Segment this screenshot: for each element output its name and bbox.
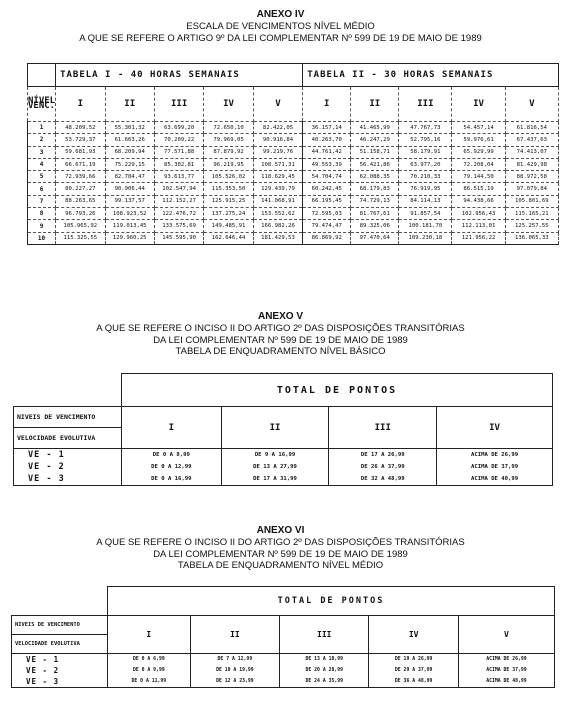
salary-cell: 100.181,70 <box>399 220 452 232</box>
salary-cell: 119.013,45 <box>105 220 154 232</box>
points-range-cell: DE 20 A 28,99 <box>280 665 369 676</box>
points-range-cell: ACIMA DE 26,99 <box>437 449 553 462</box>
anexo-iv-heading <box>0 9 561 44</box>
points-range-cell: ACIMA DE 40,99 <box>437 473 553 486</box>
level-header-iii: III <box>329 407 437 449</box>
anexo-vi-reference-1: A QUE SE REFERE O INCISO II DO ARTIGO 2º DAS DISPOSIÇÕES TRANSITÓRIAS <box>96 537 465 548</box>
salary-cell: 99.137,57 <box>105 195 154 207</box>
salary-cell: 115.353,50 <box>204 183 253 195</box>
total-points-header: TOTAL DE PONTOS <box>122 374 553 407</box>
level-header-t1-i: I <box>56 87 105 122</box>
salary-cell: 112.152,27 <box>154 195 203 207</box>
velocity-label-cell: VE - 2 <box>12 665 108 676</box>
salary-cell: 99.219,76 <box>253 146 302 158</box>
salary-cell: 90.906,44 <box>105 183 154 195</box>
level-header-v: V <box>458 616 554 654</box>
salary-cell: 56.421,86 <box>351 158 399 170</box>
row-level: 8 <box>28 208 56 220</box>
points-range-cell: DE 0 A 11,99 <box>108 676 191 688</box>
salary-cell: 162.646,44 <box>204 232 253 244</box>
points-range-cell: DE 13 A 27,99 <box>221 461 329 473</box>
salary-cell: 181.429,53 <box>253 232 302 244</box>
salary-cell: 51.158,71 <box>351 146 399 158</box>
points-range-cell: DE 17 A 31,99 <box>221 473 329 486</box>
points-range-cell: DE 36 A 48,99 <box>369 676 458 688</box>
table-row <box>28 232 559 244</box>
points-range-cell: DE 0 A 16,99 <box>122 473 222 486</box>
anexo-vi-table <box>11 586 555 688</box>
table-row <box>28 208 559 220</box>
salary-cell: 36.157,14 <box>303 122 351 134</box>
salary-cell: 72.208,04 <box>452 158 505 170</box>
salary-cell: 118.629,45 <box>253 171 302 183</box>
points-range-cell: DE 32 A 48,99 <box>329 473 437 486</box>
anexo-iv-salary-table <box>27 63 559 245</box>
anexo-iv-reference: A QUE SE REFERE O ARTIGO 9º DA LEI COMPLEMENTAR Nº 599 DE 19 DE MAIO DE 1989 <box>79 32 482 44</box>
salary-cell: 97.470,64 <box>351 232 399 244</box>
table-row <box>12 665 555 676</box>
table-row <box>14 449 553 462</box>
salary-cell: 40.263,70 <box>303 134 351 146</box>
level-header-t2-i: I <box>303 87 351 122</box>
points-range-cell: DE 9 A 16,99 <box>221 449 329 462</box>
salary-cell: 85.302,81 <box>154 158 203 170</box>
salary-cell: 75.229,15 <box>105 158 154 170</box>
level-header-ii: II <box>221 407 329 449</box>
anexo-iv-subtitle: ESCALA DE VENCIMENTOS NÍVEL MÉDIO <box>186 21 375 32</box>
salary-cell: 55.301,32 <box>105 122 154 134</box>
salary-cell: 89.325,06 <box>351 220 399 232</box>
table-row <box>14 461 553 473</box>
salary-cell: 84.114,13 <box>399 195 452 207</box>
points-range-cell: DE 0 A 8,99 <box>122 449 222 462</box>
salary-cell: 66.671,19 <box>56 158 105 170</box>
levels-label: NIVEIS DE VENCIMENTO <box>12 616 108 635</box>
level-header-t1-v: V <box>253 87 302 122</box>
salary-cell: 54.457,14 <box>452 122 505 134</box>
table-row <box>28 146 559 158</box>
salary-cell: 47.767,73 <box>399 122 452 134</box>
points-range-cell: DE 0 A 6,99 <box>108 654 191 666</box>
points-range-cell: DE 0 A 12,99 <box>122 461 222 473</box>
points-range-cell: ACIMA DE 26,99 <box>458 654 554 666</box>
salary-cell: 86.515,19 <box>452 183 505 195</box>
salary-cell: 63.699,20 <box>154 122 203 134</box>
salary-cell: 136.065,33 <box>505 232 558 244</box>
points-range-cell: DE 0 A 9,99 <box>108 665 191 676</box>
salary-cell: 145.595,90 <box>154 232 203 244</box>
salary-cell: 86.869,92 <box>303 232 351 244</box>
velocity-label-cell: VE - 1 <box>12 654 108 666</box>
salary-cell: 61.816,54 <box>505 122 558 134</box>
salary-cell: 41.465,99 <box>351 122 399 134</box>
points-range-cell: DE 26 A 37,99 <box>329 461 437 473</box>
salary-cell: 46.247,29 <box>351 134 399 146</box>
salary-cell: 108.923,52 <box>105 208 154 220</box>
total-points-header: TOTAL DE PONTOS <box>108 587 555 616</box>
anexo-v-reference-1: A QUE SE REFERE O INCISO II DO ARTIGO 2º DAS DISPOSIÇÕES TRANSITÓRIAS <box>96 323 465 334</box>
row-level: 2 <box>28 134 56 146</box>
row-level: 9 <box>28 220 56 232</box>
salary-cell: 125.915,25 <box>204 195 253 207</box>
points-range-cell: DE 29 A 37,99 <box>369 665 458 676</box>
table-i-header: TABELA I - 40 HORAS SEMANAIS <box>56 64 303 87</box>
salary-cell: 72.595,03 <box>303 208 351 220</box>
salary-cell: 70.209,22 <box>154 134 203 146</box>
table-row <box>28 195 559 207</box>
level-header-t2-ii: II <box>351 87 399 122</box>
salary-cell: 102.956,43 <box>452 208 505 220</box>
salary-cell: 153.552,62 <box>253 208 302 220</box>
salary-cell: 121.956,22 <box>452 232 505 244</box>
level-header-t1-ii: II <box>105 87 154 122</box>
table-row <box>12 654 555 666</box>
row-level: 5 <box>28 171 56 183</box>
salary-cell: 72.939,66 <box>56 171 105 183</box>
salary-cell: 76.919,95 <box>399 183 452 195</box>
salary-cell: 67.437,63 <box>505 134 558 146</box>
level-header-i: I <box>122 407 222 449</box>
salary-cell: 137.275,24 <box>204 208 253 220</box>
points-range-cell: DE 10 A 19,99 <box>190 665 279 676</box>
salary-cell: 102.547,94 <box>154 183 203 195</box>
salary-cell: 68.209,94 <box>105 146 154 158</box>
salary-cell: 49.553,39 <box>303 158 351 170</box>
levels-label: NIVEIS DE VENCIMENTO <box>14 407 122 428</box>
salary-cell: 68.179,83 <box>351 183 399 195</box>
salary-cell: 80.227,27 <box>56 183 105 195</box>
salary-cell: 79.144,50 <box>452 171 505 183</box>
salary-cell: 93.613,77 <box>154 171 203 183</box>
row-level: 1 <box>28 122 56 134</box>
salary-cell: 52.795,16 <box>399 134 452 146</box>
points-range-cell: DE 19 A 26,99 <box>369 654 458 666</box>
salary-cell: 90.916,84 <box>253 134 302 146</box>
salary-cell: 129.960,25 <box>105 232 154 244</box>
salary-cell: 141.068,91 <box>253 195 302 207</box>
table-row <box>28 171 559 183</box>
salary-cell: 61.663,26 <box>105 134 154 146</box>
salary-cell: 125.257,55 <box>505 220 558 232</box>
velocity-label: VELOCIDADE EVOLUTIVA <box>12 635 108 654</box>
row-level: 7 <box>28 195 56 207</box>
salary-cell: 74.413,07 <box>505 146 558 158</box>
points-range-cell: DE 17 A 26,99 <box>329 449 437 462</box>
salary-cell: 59.976,61 <box>452 134 505 146</box>
velocity-label-cell: VE - 3 <box>12 676 108 688</box>
level-header-i: I <box>108 616 191 654</box>
table-ii-header: TABELA II - 30 HORAS SEMANAIS <box>303 64 559 87</box>
salary-cell: 65.929,99 <box>452 146 505 158</box>
level-header-t1-iv: IV <box>204 87 253 122</box>
velocity-label-cell: VE - 2 <box>14 461 122 473</box>
anexo-vi-heading <box>0 525 561 572</box>
salary-cell: 62.088,35 <box>351 171 399 183</box>
points-range-cell: DE 12 A 23,99 <box>190 676 279 688</box>
salary-cell: 91.857,54 <box>399 208 452 220</box>
level-header-t2-iv: IV <box>452 87 505 122</box>
salary-cell: 79.969,05 <box>204 134 253 146</box>
points-range-cell: ACIMA DE 37,99 <box>458 665 554 676</box>
salary-cell: 149.485,91 <box>204 220 253 232</box>
salary-cell: 59.681,93 <box>56 146 105 158</box>
table-row <box>28 220 559 232</box>
table-row <box>28 158 559 170</box>
salary-cell: 108.571,31 <box>253 158 302 170</box>
table-row <box>14 473 553 486</box>
table-row <box>28 183 559 195</box>
salary-cell: 87.879,92 <box>204 146 253 158</box>
salary-cell: 96.793,26 <box>56 208 105 220</box>
salary-cell: 60.242,45 <box>303 183 351 195</box>
corner-spacer <box>28 64 56 87</box>
salary-cell: 72.650,10 <box>204 122 253 134</box>
salary-cell: 81.429,98 <box>505 158 558 170</box>
salary-cell: 82.784,47 <box>105 171 154 183</box>
anexo-v-title: ANEXO V <box>257 311 303 322</box>
anexo-v-reference-2: DA LEI COMPLEMENTAR Nº 599 DE 19 DE MAIO DE 1989 <box>153 334 408 346</box>
salary-cell: 122.476,72 <box>154 208 203 220</box>
level-header-iv: IV <box>369 616 458 654</box>
salary-cell: 48.209,52 <box>56 122 105 134</box>
salary-cell: 105.526,02 <box>204 171 253 183</box>
anexo-v-table <box>13 373 553 486</box>
velocity-label-cell: VE - 1 <box>14 449 122 462</box>
salary-cell: 82.422,05 <box>253 122 302 134</box>
salary-cell: 96.219,95 <box>204 158 253 170</box>
salary-cell: 94.438,66 <box>452 195 505 207</box>
level-header-t2-iii: III <box>399 87 452 122</box>
salary-cell: 133.575,69 <box>154 220 203 232</box>
points-range-cell: DE 24 A 35,99 <box>280 676 369 688</box>
salary-cell: 88.972,58 <box>505 171 558 183</box>
velocity-label: VELOCIDADE EVOLUTIVA <box>14 428 122 449</box>
anexo-v-heading <box>0 311 561 358</box>
salary-cell: 77.571,88 <box>154 146 203 158</box>
salary-cell: 54.704,74 <box>303 171 351 183</box>
level-header-t2-v: V <box>505 87 558 122</box>
row-level: 6 <box>28 183 56 195</box>
anexo-iv-title: ANEXO IV <box>256 9 305 20</box>
level-column-header: NÍVEL VENC. <box>28 87 56 122</box>
salary-cell: 63.977,20 <box>399 158 452 170</box>
row-level: 4 <box>28 158 56 170</box>
salary-cell: 88.263,65 <box>56 195 105 207</box>
table-row <box>28 134 559 146</box>
anexo-v-subtitle: TABELA DE ENQUADRAMENTO NÍVEL BÁSICO <box>175 346 386 357</box>
points-range-cell: ACIMA DE 48,99 <box>458 676 554 688</box>
row-level: 3 <box>28 146 56 158</box>
salary-cell: 97.079,84 <box>505 183 558 195</box>
salary-cell: 79.474,47 <box>303 220 351 232</box>
salary-cell: 53.729,37 <box>56 134 105 146</box>
salary-cell: 129.439,79 <box>253 183 302 195</box>
anexo-vi-subtitle: TABELA DE ENQUADRAMENTO NÍVEL MÉDIO <box>177 560 384 571</box>
level-header-ii: II <box>190 616 279 654</box>
velocity-label-cell: VE - 3 <box>14 473 122 486</box>
anexo-vi-title: ANEXO VI <box>256 525 305 536</box>
points-range-cell: DE 7 A 12,99 <box>190 654 279 666</box>
salary-cell: 115.325,55 <box>56 232 105 244</box>
salary-cell: 44.761,42 <box>303 146 351 158</box>
salary-cell: 166.982,26 <box>253 220 302 232</box>
salary-cell: 105.965,92 <box>56 220 105 232</box>
salary-cell: 105.801,69 <box>505 195 558 207</box>
salary-cell: 58.179,91 <box>399 146 452 158</box>
salary-cell: 70.210,33 <box>399 171 452 183</box>
salary-cell: 109.230,18 <box>399 232 452 244</box>
row-level: 10 <box>28 232 56 244</box>
salary-cell: 112.113,01 <box>452 220 505 232</box>
level-header-iii: III <box>280 616 369 654</box>
salary-cell: 115.165,21 <box>505 208 558 220</box>
anexo-vi-reference-2: DA LEI COMPLEMENTAR Nº 599 DE 19 DE MAIO DE 1989 <box>153 548 408 560</box>
points-range-cell: DE 13 A 18,99 <box>280 654 369 666</box>
table-row <box>28 122 559 134</box>
table-row <box>12 676 555 688</box>
level-header-t1-iii: III <box>154 87 203 122</box>
level-header-iv: IV <box>437 407 553 449</box>
salary-cell: 66.195,45 <box>303 195 351 207</box>
points-range-cell: ACIMA DE 37,99 <box>437 461 553 473</box>
salary-cell: 81.767,61 <box>351 208 399 220</box>
salary-cell: 74.729,13 <box>351 195 399 207</box>
